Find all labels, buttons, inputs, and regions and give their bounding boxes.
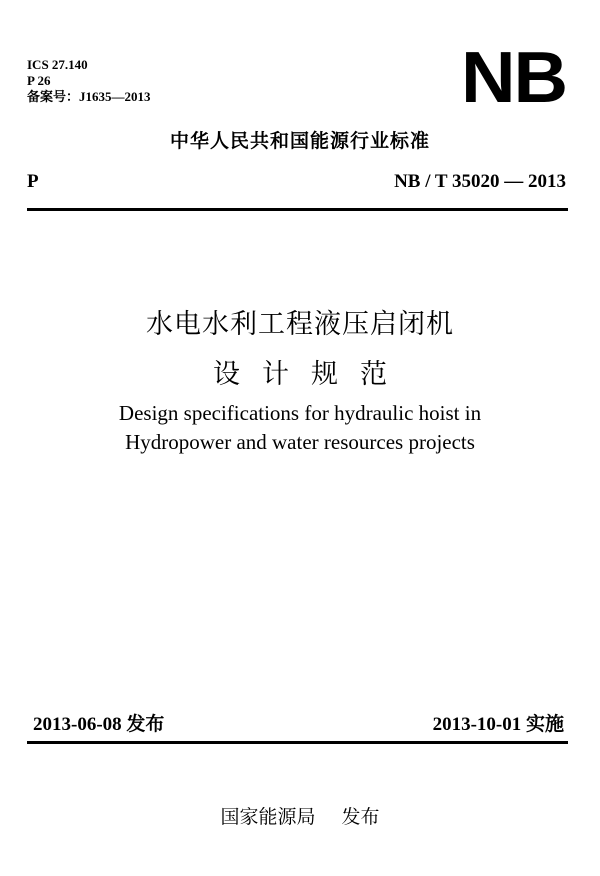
title-english-line-1: Design specifications for hydraulic hoist in xyxy=(118,401,482,425)
classification-code: P 26 xyxy=(27,73,51,88)
issuing-authority: 国家能源局 发布 xyxy=(220,806,380,828)
implementation-date: 2013-10-01 实施 xyxy=(432,714,564,735)
p-code: P xyxy=(27,171,39,192)
title-chinese-line-2: 设计规范 xyxy=(213,359,409,390)
standard-number: NB / T 35020 — 2013 xyxy=(394,171,566,192)
issue-date: 2013-06-08 发布 xyxy=(33,714,165,735)
bottom-divider xyxy=(27,741,568,744)
top-divider xyxy=(27,208,568,211)
title-chinese-line-1: 水电水利工程液压启闭机 xyxy=(146,309,454,340)
nb-logo: NB xyxy=(461,38,566,118)
title-english-line-2: Hydropower and water resources projects xyxy=(125,430,475,454)
standard-category-title: 中华人民共和国能源行业标准 xyxy=(169,130,430,152)
ics-code: ICS 27.140 xyxy=(27,57,88,72)
filing-number: 备案号：J1635—2013 xyxy=(27,89,151,104)
